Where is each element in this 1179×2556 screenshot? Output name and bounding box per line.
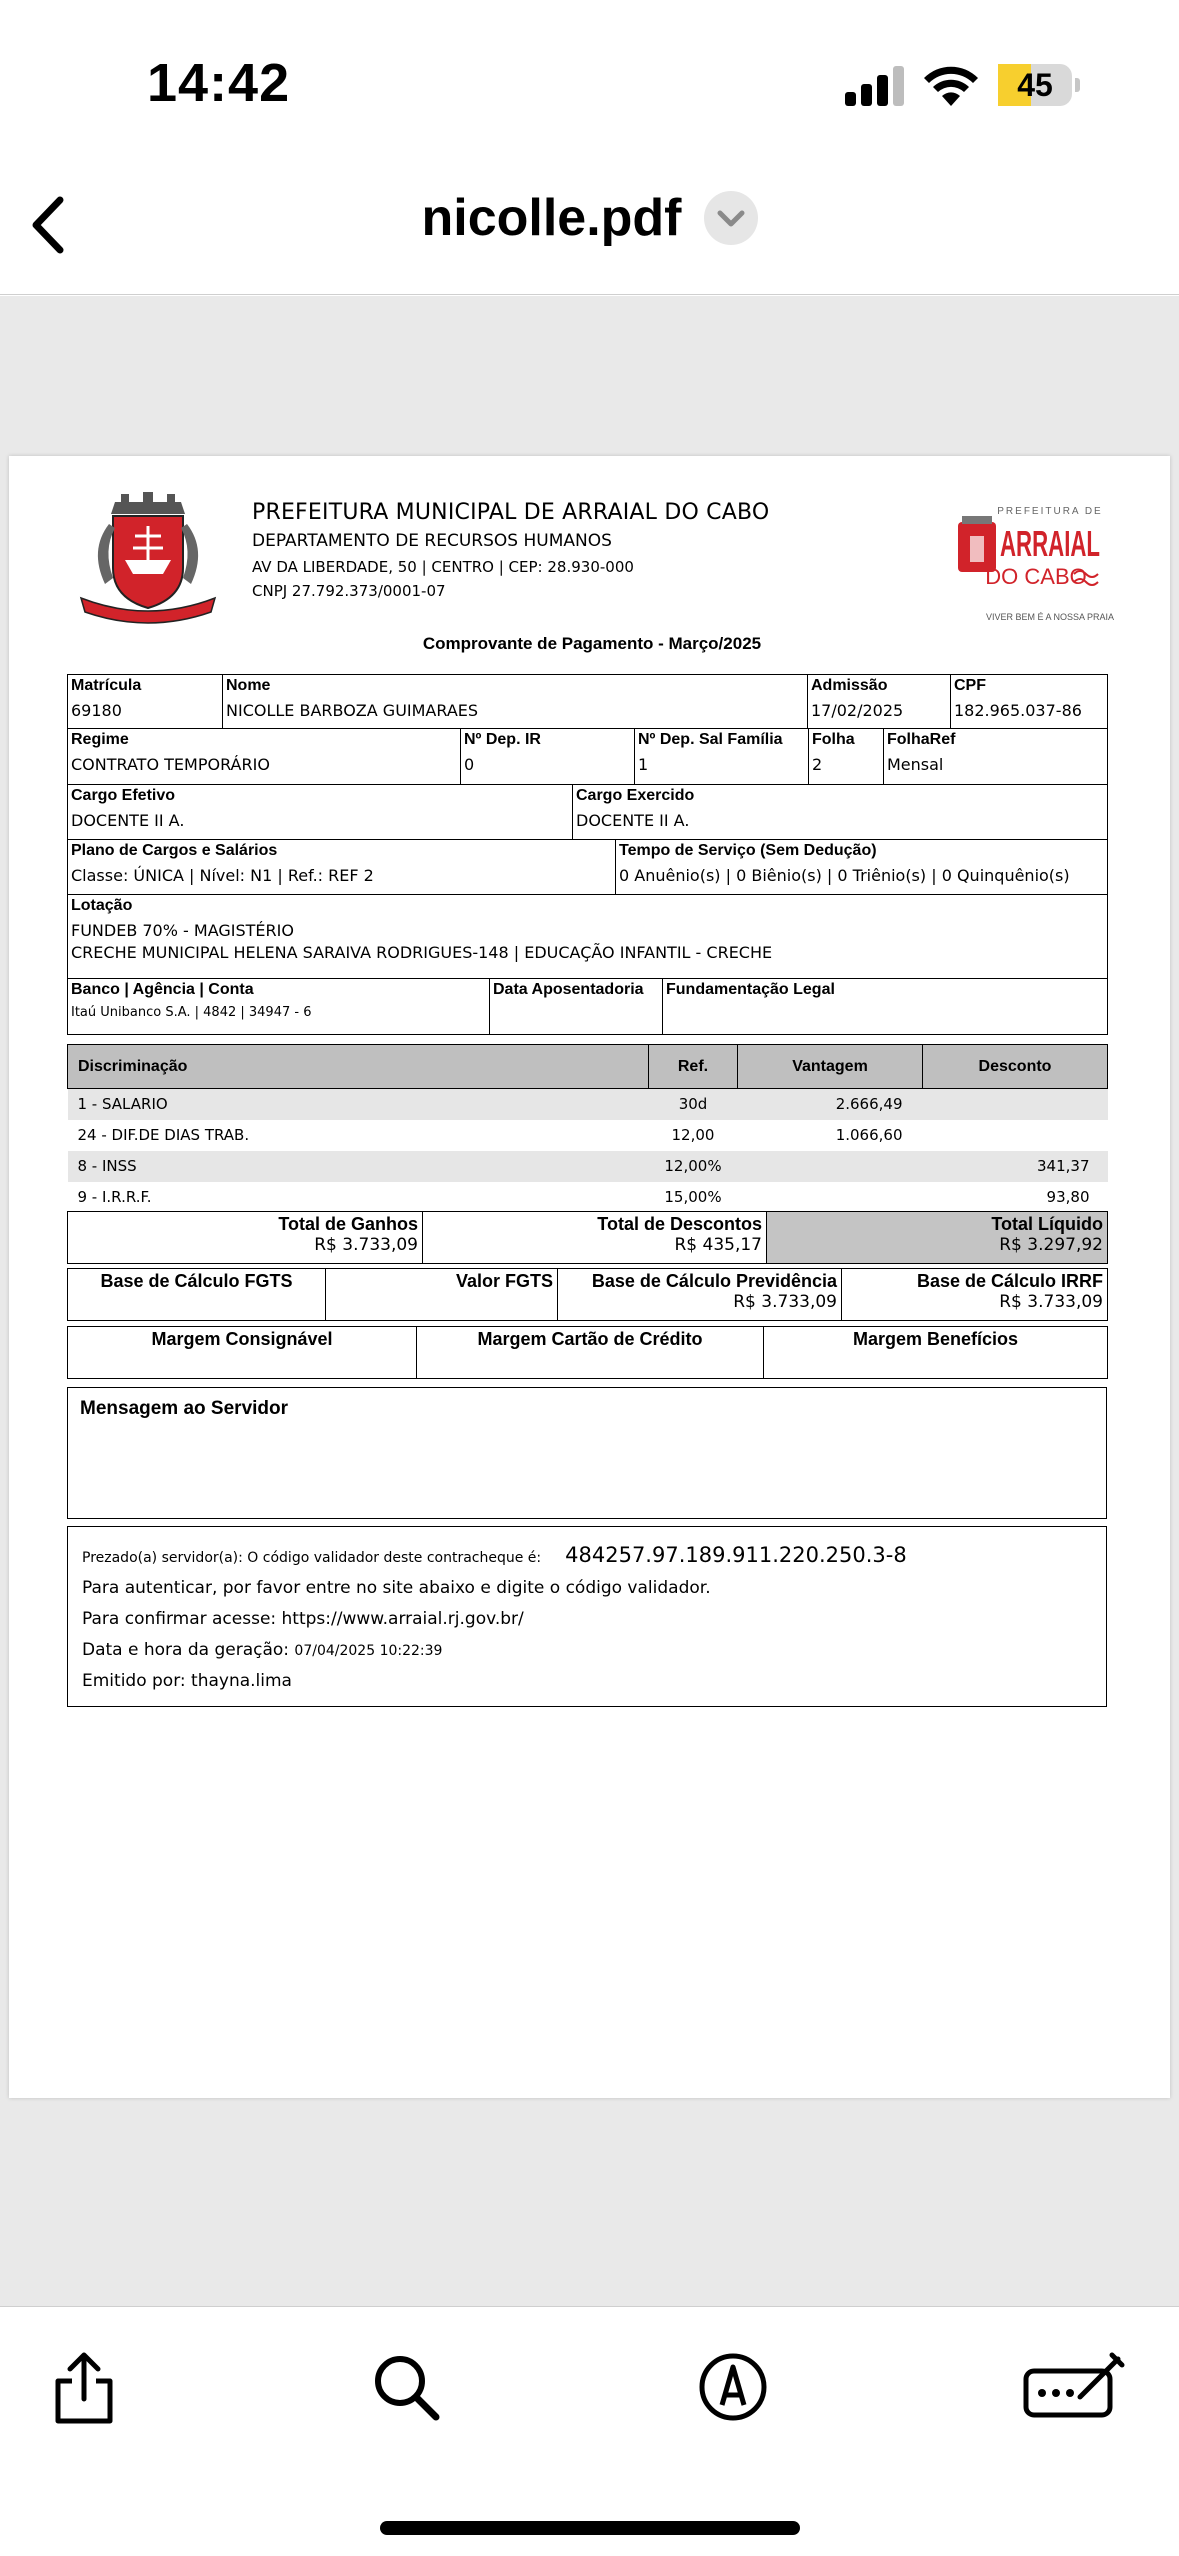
coat-of-arms-icon	[75, 490, 221, 622]
item-vantagem: 1.066,60	[738, 1120, 923, 1151]
nome-value: NICOLLE BARBOZA GUIMARAES	[226, 701, 479, 720]
margem-cartao-label: Margem Cartão de Crédito	[477, 1329, 703, 1349]
logo-sub-text: DO CABO	[985, 564, 1087, 589]
banco-table	[67, 978, 1108, 1035]
prefecture-name: PREFEITURA MUNICIPAL DE ARRAIAL DO CABO	[252, 500, 770, 525]
battery-icon	[998, 64, 1078, 106]
item-ref: 12,00%	[649, 1151, 738, 1182]
item-desconto	[923, 1089, 1108, 1120]
matricula-value: 69180	[71, 701, 122, 720]
document-title: nicolle.pdf	[421, 189, 682, 247]
item-vantagem	[738, 1182, 923, 1213]
totals-table	[67, 1211, 1108, 1264]
validator-line-1: Para autenticar, por favor entre no site abaixo e digite o código validador.	[82, 1578, 711, 1598]
validator-code: 484257.97.189.911.220.250.3-8	[565, 1543, 907, 1567]
plano-table	[67, 839, 1108, 895]
lotacao-label: Lotação	[71, 897, 133, 914]
margem-beneficios-label: Margem Benefícios	[852, 1329, 1019, 1349]
cpf-label: CPF	[954, 677, 986, 694]
cpf-value: 182.965.037-86	[954, 701, 1082, 720]
folharef-value: Mensal	[887, 755, 944, 774]
validator-intro: Prezado(a) servidor(a): O código validador deste contracheque é:	[82, 1550, 542, 1566]
item-desc: 8 - INSS	[68, 1151, 649, 1182]
logo-tagline: VIVER BEM É A NOSSA PRAIA	[985, 612, 1115, 622]
message-title: Mensagem ao Servidor	[80, 1398, 289, 1419]
dep-ir-label: Nº Dep. IR	[464, 731, 541, 748]
item-desconto: 93,80	[923, 1182, 1108, 1213]
wifi-icon	[922, 62, 980, 106]
banco-value: Itaú Unibanco S.A. | 4842 | 34947 - 6	[71, 1005, 312, 1020]
navigation-bar	[0, 150, 1179, 295]
document-title-text: Comprovante de Pagamento - Março/2025	[422, 634, 762, 653]
dep-sal-label: Nº Dep. Sal Família	[638, 731, 783, 748]
bottom-toolbar	[0, 2306, 1179, 2556]
cargo-table	[67, 784, 1108, 840]
vantagem-header: Vantagem	[738, 1045, 923, 1089]
folha-label: Folha	[812, 731, 855, 748]
base-previdencia-label: Base de Cálculo Previdência	[591, 1271, 837, 1291]
banco-label: Banco | Agência | Conta	[71, 981, 254, 998]
cnpj: CNPJ 27.792.373/0001-07	[252, 582, 446, 600]
base-previdencia-value: R$ 3.733,09	[733, 1292, 837, 1312]
markup-icon[interactable]	[693, 2347, 773, 2427]
nome-label: Nome	[226, 677, 271, 694]
arraial-do-cabo-logo	[952, 496, 1117, 631]
margem-consignavel-label: Margem Consignável	[151, 1329, 333, 1349]
total-liquido-value: R$ 3.297,92	[999, 1235, 1103, 1255]
item-ref: 30d	[649, 1089, 738, 1120]
item-ref: 15,00%	[649, 1182, 738, 1213]
total-ganhos-label: Total de Ganhos	[278, 1214, 418, 1234]
table-row	[68, 1151, 1108, 1182]
pdf-viewer[interactable]	[0, 296, 1179, 2306]
item-desc: 24 - DIF.DE DIAS TRAB.	[68, 1120, 649, 1151]
table-row	[68, 1182, 1108, 1213]
plano-label: Plano de Cargos e Salários	[71, 842, 278, 859]
payment-items-table	[67, 1044, 1108, 1213]
cargo-efetivo-value: DOCENTE II A.	[71, 811, 185, 830]
cargo-efetivo-label: Cargo Efetivo	[71, 787, 176, 804]
ref-header: Ref.	[649, 1045, 738, 1089]
base-fgts-label: Base de Cálculo FGTS	[100, 1271, 293, 1291]
cellular-signal-icon	[845, 66, 907, 106]
validator-line-2: Para confirmar acesse: https://www.arraial.rj.gov.br/	[82, 1609, 524, 1629]
share-icon[interactable]	[44, 2347, 124, 2427]
item-desc: 9 - I.R.R.F.	[68, 1182, 649, 1213]
regime-label: Regime	[71, 731, 129, 748]
home-indicator[interactable]	[380, 2521, 800, 2535]
tempo-label: Tempo de Serviço (Sem Dedução)	[619, 842, 877, 859]
desconto-header: Desconto	[923, 1045, 1108, 1089]
dep-ir-value: 0	[464, 755, 475, 774]
lotacao-table	[67, 894, 1108, 979]
item-vantagem	[738, 1151, 923, 1182]
tempo-value: 0 Anuênio(s) | 0 Biênio(s) | 0 Triênio(s) | 0 Quinquênio(s)	[619, 866, 1070, 885]
table-row	[68, 1089, 1108, 1120]
message-box	[67, 1387, 1107, 1519]
lotacao-line-1: FUNDEB 70% - MAGISTÉRIO	[71, 921, 294, 940]
admissao-value: 17/02/2025	[811, 701, 904, 720]
total-descontos-value: R$ 435,17	[674, 1235, 762, 1255]
item-vantagem: 2.666,49	[738, 1089, 923, 1120]
fundamentacao-label: Fundamentação Legal	[666, 981, 835, 998]
folharef-label: FolhaRef	[887, 731, 956, 748]
cargo-exercido-value: DOCENTE II A.	[576, 811, 690, 830]
status-bar	[0, 0, 1179, 150]
bases-table	[67, 1268, 1108, 1321]
document-header	[67, 476, 1117, 626]
regime-value: CONTRATO TEMPORÁRIO	[71, 755, 270, 774]
margins-table	[67, 1326, 1108, 1379]
document-title-button[interactable]	[422, 188, 758, 248]
table-row	[68, 1120, 1108, 1151]
matricula-label: Matrícula	[71, 677, 142, 694]
aposentadoria-label: Data Aposentadoria	[493, 981, 644, 998]
plano-value: Classe: ÚNICA | Nível: N1 | Ref.: REF 2	[71, 866, 374, 885]
discriminacao-header: Discriminação	[68, 1045, 649, 1089]
lotacao-line-2: CRECHE MUNICIPAL HELENA SARAIVA RODRIGUES-148 | EDUCAÇÃO INFANTIL - CRECHE	[71, 943, 773, 962]
employee-info-table	[67, 674, 1108, 729]
address: AV DA LIBERDADE, 50 | CENTRO | CEP: 28.930-000	[252, 558, 634, 576]
status-time: 14:42	[147, 53, 291, 113]
item-desconto	[923, 1120, 1108, 1151]
pdf-page	[9, 456, 1170, 2098]
chevron-down-icon[interactable]	[704, 191, 758, 245]
item-desconto: 341,37	[923, 1151, 1108, 1182]
admissao-label: Admissão	[811, 677, 888, 694]
item-desc: 1 - SALARIO	[68, 1089, 649, 1120]
generation-date-label: Data e hora da geração:	[82, 1640, 290, 1660]
total-ganhos-value: R$ 3.733,09	[314, 1235, 418, 1255]
total-descontos-label: Total de Descontos	[597, 1214, 762, 1234]
dep-sal-value: 1	[638, 755, 649, 774]
search-icon[interactable]	[366, 2347, 446, 2427]
item-ref: 12,00	[649, 1120, 738, 1151]
generation-date-value: 07/04/2025 10:22:39	[294, 1643, 443, 1659]
logo-top-text: PREFEITURA DE	[997, 506, 1103, 517]
cargo-exercido-label: Cargo Exercido	[576, 787, 695, 804]
total-liquido-label: Total Líquido	[991, 1214, 1103, 1234]
validator-line-4: Emitido por: thayna.lima	[82, 1671, 292, 1691]
valor-fgts-label: Valor FGTS	[455, 1271, 553, 1291]
logo-main-text: ARRAIAL	[1000, 523, 1100, 564]
validator-box	[67, 1526, 1107, 1707]
folha-value: 2	[812, 755, 823, 774]
battery-level: 45	[1017, 67, 1053, 103]
regime-table	[67, 728, 1108, 785]
department-name: DEPARTAMENTO DE RECURSOS HUMANOS	[252, 531, 612, 551]
base-irrf-value: R$ 3.733,09	[999, 1292, 1103, 1312]
base-irrf-label: Base de Cálculo IRRF	[916, 1271, 1103, 1291]
signature-icon[interactable]	[1022, 2347, 1126, 2427]
